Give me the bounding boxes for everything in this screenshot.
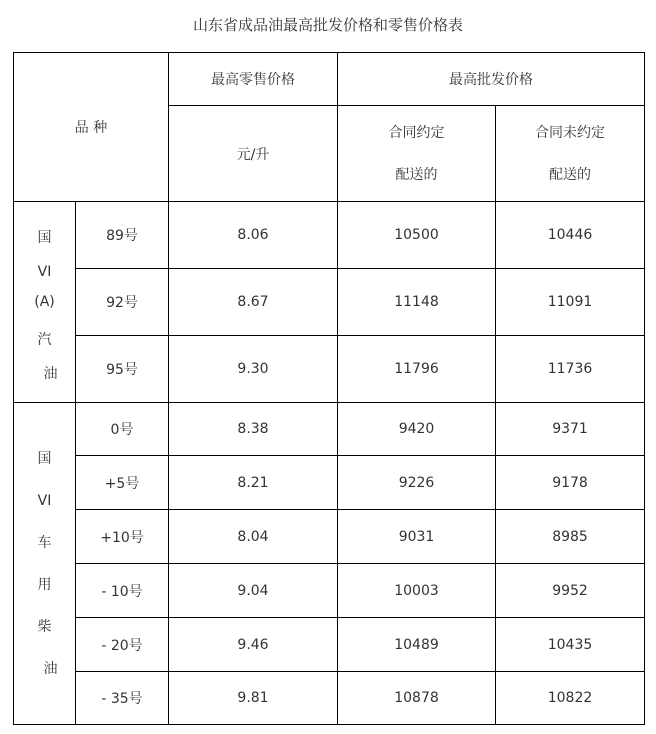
no-contract-price-cell: 11736 [496, 336, 645, 403]
gasoline-category-char: 国 [37, 230, 52, 246]
retail-price-cell: 9.04 [169, 564, 338, 618]
no-contract-price-cell: 9952 [496, 564, 645, 618]
no-contract-delivery-line2: 配送的 [549, 166, 592, 183]
no-contract-price-cell: 8985 [496, 510, 645, 564]
table-row [14, 618, 645, 672]
grade-cell: 89号 [76, 202, 169, 269]
wholesale-price-header: 最高批发价格 [449, 72, 534, 88]
grade-cell: - 10号 [76, 564, 169, 618]
table-row [14, 456, 645, 510]
table-row [14, 336, 645, 403]
variety-header-cell [14, 53, 169, 202]
grade-cell: 0号 [76, 403, 169, 456]
contract-price-cell: 10500 [338, 202, 496, 269]
variety-header: 品 种 [74, 120, 108, 136]
contract-price-cell: 10003 [338, 564, 496, 618]
table-row [14, 564, 645, 618]
retail-price-cell: 9.81 [169, 672, 338, 725]
gasoline-category-char: 油 [43, 366, 58, 382]
retail-price-cell: 8.38 [169, 403, 338, 456]
retail-price-cell: 8.04 [169, 510, 338, 564]
grade-cell: +10号 [76, 510, 169, 564]
gasoline-category-char: 汽 [37, 332, 52, 348]
table-row [14, 510, 645, 564]
retail-price-cell: 8.21 [169, 456, 338, 510]
diesel-category-char: 国 [37, 450, 52, 467]
contract-delivery-line1: 合同约定 [388, 124, 445, 141]
gasoline-category-cell [14, 202, 76, 403]
no-contract-price-cell: 10435 [496, 618, 645, 672]
wholesale-price-header-cell [338, 53, 645, 106]
no-contract-price-cell: 10446 [496, 202, 645, 269]
no-contract-price-cell: 9371 [496, 403, 645, 456]
retail-price-header: 最高零售价格 [211, 72, 296, 88]
no-contract-delivery-line1: 合同未约定 [535, 124, 606, 141]
retail-price-cell: 8.06 [169, 202, 338, 269]
grade-cell: 92号 [76, 269, 169, 336]
retail-unit-cell [169, 106, 338, 202]
no-contract-price-cell: 10822 [496, 672, 645, 725]
contract-delivery-header-cell [338, 106, 496, 202]
contract-price-cell: 11148 [338, 269, 496, 336]
table-row [14, 672, 645, 725]
price-table [13, 52, 645, 725]
grade-cell: +5号 [76, 456, 169, 510]
diesel-category-cell [14, 403, 76, 725]
diesel-category-char: VI [37, 492, 52, 509]
grade-cell: - 20号 [76, 618, 169, 672]
diesel-category-char: 用 [37, 576, 52, 593]
grade-cell: - 35号 [76, 672, 169, 725]
no-contract-delivery-header-cell [496, 106, 645, 202]
table-row [14, 269, 645, 336]
table-row [14, 202, 645, 269]
table-row [14, 403, 645, 456]
contract-price-cell: 10878 [338, 672, 496, 725]
contract-price-cell: 9031 [338, 510, 496, 564]
diesel-category-char: 车 [37, 534, 52, 551]
gasoline-category-char: (A) [34, 294, 55, 310]
retail-unit: 元/升 [236, 146, 270, 163]
retail-price-cell: 9.46 [169, 618, 338, 672]
contract-price-cell: 11796 [338, 336, 496, 403]
page-title: 山东省成品油最高批发价格和零售价格表 [192, 16, 463, 34]
contract-price-cell: 10489 [338, 618, 496, 672]
no-contract-price-cell: 11091 [496, 269, 645, 336]
grade-cell: 95号 [76, 336, 169, 403]
retail-price-cell: 8.67 [169, 269, 338, 336]
retail-price-header-cell [169, 53, 338, 106]
gasoline-category-char: VI [37, 264, 52, 280]
retail-price-cell: 9.30 [169, 336, 338, 403]
contract-price-cell: 9226 [338, 456, 496, 510]
diesel-category-char: 柴 [37, 618, 52, 635]
no-contract-price-cell: 9178 [496, 456, 645, 510]
contract-delivery-line2: 配送的 [395, 166, 438, 183]
diesel-category-char: 油 [43, 660, 58, 677]
contract-price-cell: 9420 [338, 403, 496, 456]
header-row [14, 53, 645, 106]
